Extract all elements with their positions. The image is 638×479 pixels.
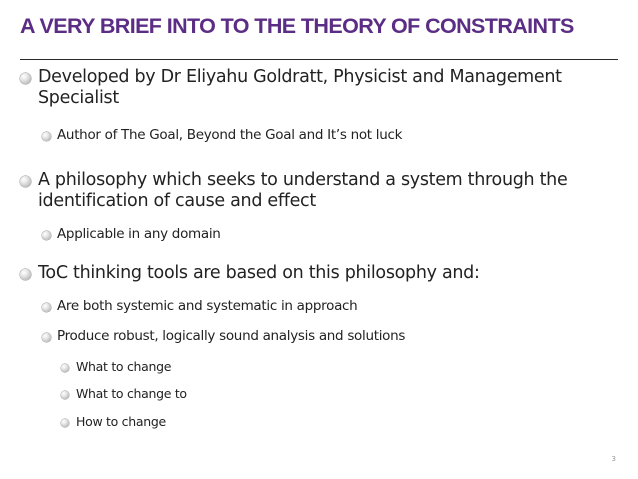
title-divider	[20, 59, 618, 60]
bullet-icon	[42, 303, 51, 312]
bullet-text: What to change	[76, 359, 172, 374]
bullet-icon	[42, 333, 51, 342]
bullet-text: Produce robust, logically sound analysis and solutions	[57, 328, 406, 344]
bullet-text: Author of The Goal, Beyond the Goal and It’s not luck	[57, 127, 403, 143]
bullet-icon	[20, 176, 31, 187]
bullet-icon	[61, 364, 69, 372]
bullet-icon	[20, 73, 31, 84]
page-number: 3	[611, 455, 616, 463]
bullet-text: How to change	[76, 414, 166, 429]
bullet-text: Developed by Dr Eliyahu Goldratt, Physicist and Management Specialist	[38, 67, 562, 108]
bullet-text: ToC thinking tools are based on this philosophy and:	[38, 263, 480, 283]
slide-title: A VERY BRIEF INTO TO THE THEORY OF CONSTRAINTS	[20, 14, 574, 38]
bullet-text: What to change to	[76, 386, 187, 401]
bullet-icon	[61, 419, 69, 427]
bullet-icon	[20, 269, 31, 280]
bullet-icon	[42, 231, 51, 240]
bullet-icon	[42, 132, 51, 141]
bullet-text: Applicable in any domain	[57, 226, 221, 242]
bullet-text: Are both systemic and systematic in approach	[57, 298, 358, 314]
bullet-text: A philosophy which seeks to understand a system through the identification of cause and effect	[38, 170, 568, 211]
bullet-icon	[61, 391, 69, 399]
